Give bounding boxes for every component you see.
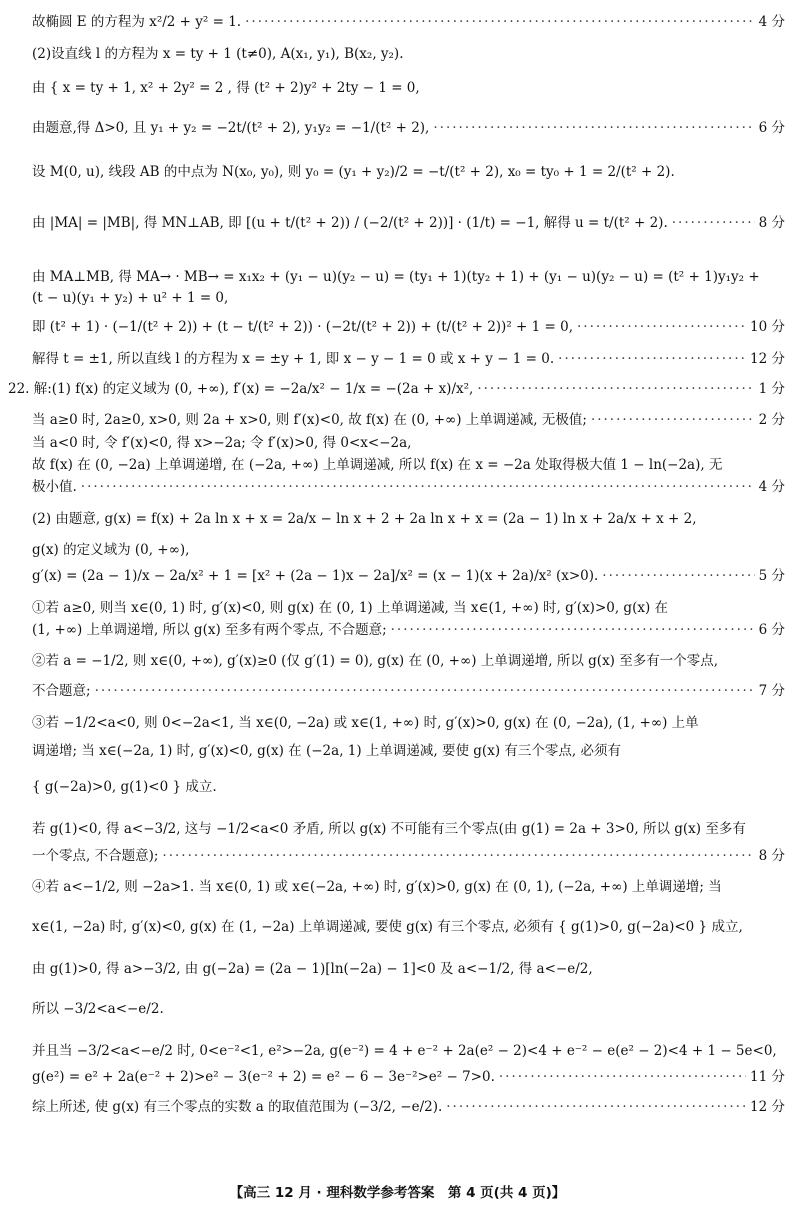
score-label: 4 分 [758, 14, 785, 30]
answer-line: x∈(1, −2a) 时, g′(x)<0, g(x) 在 (1, −2a) 上单调递减, 要使 g(x) 有三个零点, 必须有 { g(1)>0, g(−2a)<0 } 成立, [32, 919, 743, 935]
score-label: 4 分 [758, 479, 785, 495]
leader-dots [577, 318, 746, 336]
score-label: 10 分 [750, 319, 785, 335]
score-label: 6 分 [758, 120, 785, 136]
leader-dots [162, 847, 754, 865]
answer-line: 并且当 −3/2<a<−e/2 时, 0<e⁻²<1, e²>−2a, g(e⁻²) = 4 + e⁻² + 2a(e² − 2)<4 + e⁻² − e(e² − 2)<4 + 1 − 5e<0, [32, 1043, 777, 1059]
answer-line: ①若 a≥0, 则当 x∈(0, 1) 时, g′(x)<0, 则 g(x) 在 (0, 1) 上单调递减, 当 x∈(1, +∞) 时, g′(x)>0, g(x) 在 [32, 600, 669, 616]
answer-line: 即 (t² + 1) · (−1/(t² + 2)) + (t − t/(t² + 2)) · (−2t/(t² + 2)) + (t/(t² + 2))² + 1 = 0, ····· 10 分 [32, 318, 785, 336]
score-label: 12 分 [750, 1099, 785, 1115]
answer-line: 解得 t = ±1, 所以直线 l 的方程为 x = ±y + 1, 即 x − y − 1 = 0 或 x + y − 1 = 0. ····· 12 分 [32, 350, 785, 368]
answer-line: 所以 −3/2<a<−e/2. [32, 1001, 164, 1017]
score-label: 5 分 [758, 568, 785, 584]
leader-dots [477, 380, 754, 398]
answer-line: ②若 a = −1/2, 则 x∈(0, +∞), g′(x)≥0 (仅 g′(1) = 0), g(x) 在 (0, +∞) 上单调递增, 所以 g(x) 至多有一个零点, [32, 653, 719, 669]
leader-dots [558, 350, 746, 368]
answer-line: (2)设直线 l 的方程为 x = ty + 1 (t≠0), A(x₁, y₁), B(x₂, y₂). [32, 46, 404, 62]
answer-line: (t − u)(y₁ + y₂) + u² + 1 = 0, [32, 290, 229, 306]
score-label: 8 分 [758, 848, 785, 864]
leader-dots [95, 682, 755, 700]
answer-line: (2) 由题意, g(x) = f(x) + 2a ln x + x = 2a/x − ln x + 2 + 2a ln x + x = (2a − 1) ln x + 2a/x + x + 2, [32, 511, 697, 527]
answer-line: 不合题意; ····· 7 分 [32, 682, 785, 700]
answer-line: 当 a<0 时, 令 f′(x)<0, 得 x>−2a; 令 f′(x)>0, 得 0<x<−2a, [32, 435, 412, 451]
answer-line: 若 g(1)<0, 得 a<−3/2, 这与 −1/2<a<0 矛盾, 所以 g(x) 不可能有三个零点(由 g(1) = 2a + 3>0, 所以 g(x) 至多有 [32, 821, 746, 837]
answer-line: (1, +∞) 上单调递增, 所以 g(x) 至多有两个零点, 不合题意; ····· 6 分 [32, 621, 785, 639]
answer-line: 由 |MA| = |MB|, 得 MN⊥AB, 即 [(u + t/(t² + 2)) / (−2/(t² + 2))] · (1/t) = −1, 解得 u = t/(t² + 2). ····· 8 分 [32, 214, 785, 232]
answer-line: g′(x) = (2a − 1)/x − 2a/x² + 1 = [x² + (2a − 1)x − 2a]/x² = (x − 1)(x + 2a)/x² (x>0). ····· 5 分 [32, 567, 785, 585]
score-label: 7 分 [758, 683, 785, 699]
score-label: 8 分 [758, 215, 785, 231]
answer-line: 综上所述, 使 g(x) 有三个零点的实数 a 的取值范围为 (−3/2, −e/2). ····· 12 分 [32, 1098, 785, 1116]
leader-dots [81, 478, 755, 496]
leader-dots [672, 214, 755, 232]
leader-dots [446, 1098, 746, 1116]
score-label: 11 分 [750, 1069, 785, 1085]
leader-dots [433, 119, 754, 137]
answer-line: ④若 a<−1/2, 则 −2a>1. 当 x∈(0, 1) 或 x∈(−2a, +∞) 时, g′(x)>0, g(x) 在 (0, 1), (−2a, +∞) 上单调递增; 当 [32, 879, 722, 895]
leader-dots [602, 567, 754, 585]
answer-line: 当 a≥0 时, 2a≥0, x>0, 则 2a + x>0, 则 f′(x)<0, 故 f(x) 在 (0, +∞) 上单调递减, 无极值; ····· 2 分 [32, 411, 785, 429]
answer-line: 故椭圆 E 的方程为 x²/2 + y² = 1. ····· 4 分 [32, 13, 785, 31]
answer-line: 设 M(0, u), 线段 AB 的中点为 N(x₀, y₀), 则 y₀ = (y₁ + y₂)/2 = −t/(t² + 2), x₀ = ty₀ + 1 = 2/(t² + 2). [32, 164, 675, 180]
leader-dots [591, 411, 755, 429]
score-label: 6 分 [758, 622, 785, 638]
page-footer: 【高三 12 月 · 理科数学参考答案 第 4 页(共 4 页)】 [229, 1185, 566, 1201]
answer-line: { g(−2a)>0, g(1)<0 } 成立. [32, 779, 217, 795]
score-label: 2 分 [758, 412, 785, 428]
answer-line: 22. 解:(1) f(x) 的定义域为 (0, +∞), f′(x) = −2a/x² − 1/x = −(2a + x)/x², ····· 1 分 [8, 380, 785, 398]
leader-dots [391, 621, 755, 639]
answer-line: 调递增; 当 x∈(−2a, 1) 时, g′(x)<0, g(x) 在 (−2a, 1) 上单调递减, 要使 g(x) 有三个零点, 必须有 [32, 743, 621, 759]
answer-line: g(e²) = e² + 2a(e⁻² + 2)>e² − 3(e⁻² + 2) = e² − 6 − 3e⁻²>e² − 7>0. ····· 11 分 [32, 1068, 785, 1086]
answer-line: 由题意,得 Δ>0, 且 y₁ + y₂ = −2t/(t² + 2), y₁y₂ = −1/(t² + 2), ····· 6 分 [32, 119, 785, 137]
answer-line: g(x) 的定义域为 (0, +∞), [32, 542, 190, 558]
answer-line: ③若 −1/2<a<0, 则 0<−2a<1, 当 x∈(0, −2a) 或 x∈(1, +∞) 时, g′(x)>0, g(x) 在 (0, −2a), (1, +∞) 上单 [32, 715, 699, 731]
answer-line: 由 { x = ty + 1, x² + 2y² = 2 , 得 (t² + 2)y² + 2ty − 1 = 0, [32, 80, 420, 96]
leader-dots [245, 13, 755, 31]
answer-line: 由 g(1)>0, 得 a>−3/2, 由 g(−2a) = (2a − 1)[ln(−2a) − 1]<0 及 a<−1/2, 得 a<−e/2, [32, 961, 593, 977]
leader-dots [499, 1068, 746, 1086]
answer-line: 极小值. ····· 4 分 [32, 478, 785, 496]
answer-line: 由 MA⊥MB, 得 MA→ · MB→ = x₁x₂ + (y₁ − u)(y₂ − u) = (ty₁ + 1)(ty₂ + 1) + (y₁ − u)(y₂ − u) = (t² + 1)y₁y₂ + [32, 269, 760, 285]
answer-line: 故 f(x) 在 (0, −2a) 上单调递增, 在 (−2a, +∞) 上单调递减, 所以 f(x) 在 x = −2a 处取得极大值 1 − ln(−2a), 无 [32, 457, 723, 473]
score-label: 1 分 [758, 381, 785, 397]
answer-line: 一个零点, 不合题意); ····· 8 分 [32, 847, 785, 865]
score-label: 12 分 [750, 351, 785, 367]
